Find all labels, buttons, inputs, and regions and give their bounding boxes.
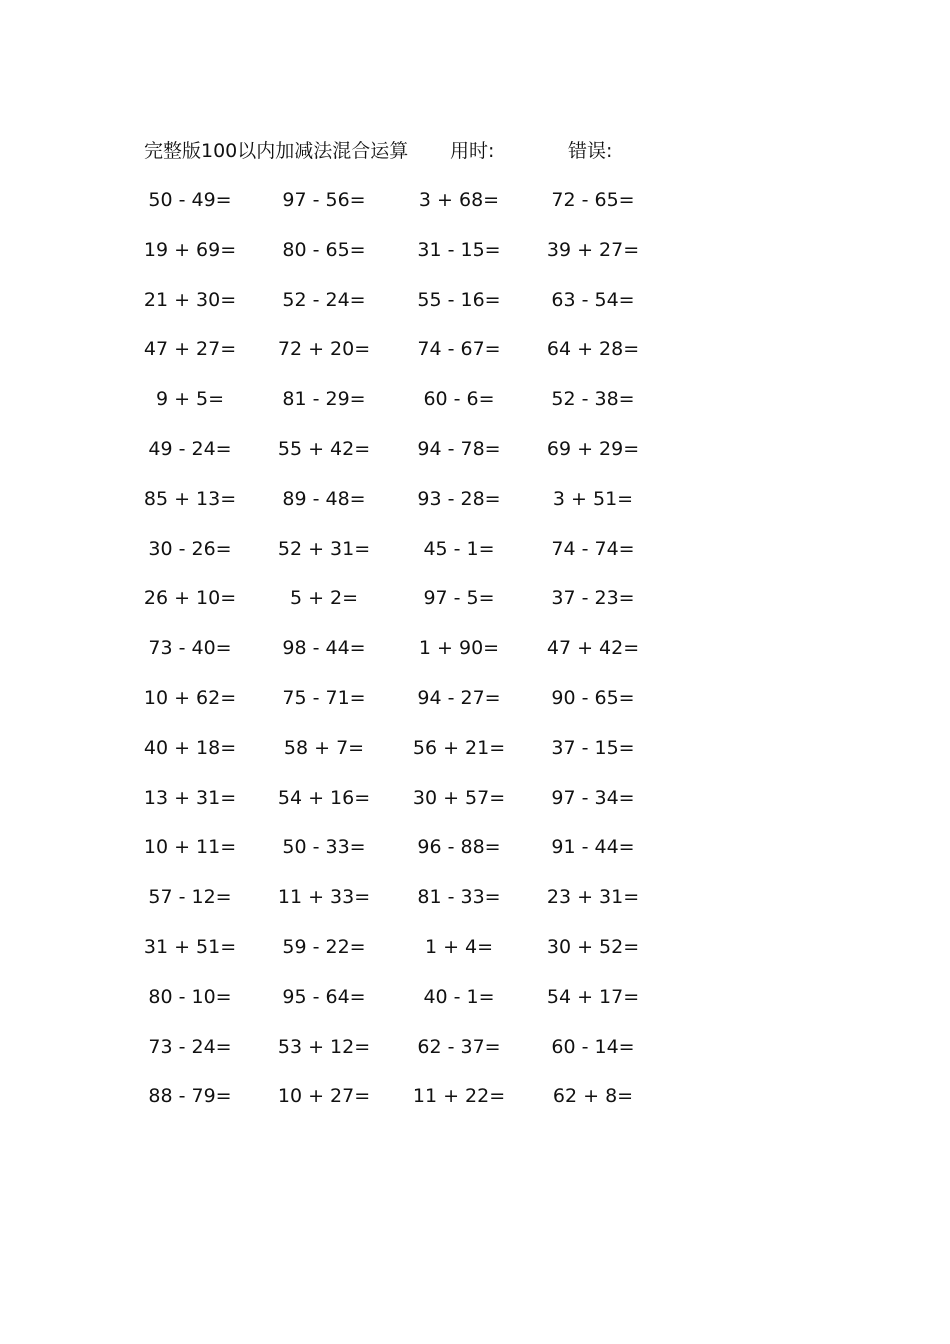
problem-row bbox=[0, 335, 950, 385]
problem-row bbox=[0, 435, 950, 485]
problem-item: 19 + 69= bbox=[143, 238, 237, 261]
problem-row bbox=[0, 186, 950, 236]
problem-item: 31 - 15= bbox=[417, 238, 501, 261]
problem-item: 74 - 67= bbox=[417, 338, 501, 361]
problem-item: 53 + 12= bbox=[277, 1035, 371, 1058]
problem-item: 21 + 30= bbox=[143, 288, 237, 311]
problem-item: 1 + 90= bbox=[418, 637, 500, 660]
problem-item: 47 + 42= bbox=[546, 637, 640, 660]
problem-item: 37 - 23= bbox=[551, 587, 635, 610]
problem-row bbox=[0, 784, 950, 834]
problem-item: 10 + 11= bbox=[143, 836, 237, 859]
problem-item: 94 - 27= bbox=[417, 686, 501, 709]
problem-item: 52 + 31= bbox=[277, 537, 371, 560]
problem-row bbox=[0, 734, 950, 784]
problem-item: 1 + 4= bbox=[424, 935, 494, 958]
problem-item: 96 - 88= bbox=[417, 836, 501, 859]
problem-item: 73 - 24= bbox=[148, 1035, 232, 1058]
problem-row bbox=[0, 1033, 950, 1083]
problem-item: 39 + 27= bbox=[546, 238, 640, 261]
problem-item: 10 + 62= bbox=[143, 686, 237, 709]
problem-item: 55 - 16= bbox=[417, 288, 501, 311]
problem-item: 97 - 34= bbox=[551, 786, 635, 809]
problem-item: 30 + 52= bbox=[546, 935, 640, 958]
problem-row bbox=[0, 1082, 950, 1132]
problem-item: 90 - 65= bbox=[551, 686, 635, 709]
problem-item: 58 + 7= bbox=[283, 736, 365, 759]
problem-item: 62 + 8= bbox=[552, 1085, 634, 1108]
time-label: 用时: bbox=[450, 140, 495, 162]
problem-item: 73 - 40= bbox=[148, 637, 232, 660]
problem-item: 80 - 65= bbox=[282, 238, 366, 261]
problem-item: 50 - 33= bbox=[282, 836, 366, 859]
problem-row bbox=[0, 833, 950, 883]
problem-item: 93 - 28= bbox=[417, 487, 501, 510]
problem-row bbox=[0, 883, 950, 933]
problem-item: 69 + 29= bbox=[546, 437, 640, 460]
errors-label: 错误: bbox=[568, 140, 613, 162]
problem-item: 11 + 33= bbox=[277, 886, 371, 909]
problem-item: 31 + 51= bbox=[143, 935, 237, 958]
problem-item: 59 - 22= bbox=[282, 935, 366, 958]
problem-item: 97 - 5= bbox=[423, 587, 495, 610]
problem-item: 40 - 1= bbox=[423, 985, 495, 1008]
problem-row bbox=[0, 236, 950, 286]
problem-item: 64 + 28= bbox=[546, 338, 640, 361]
problem-item: 11 + 22= bbox=[412, 1085, 506, 1108]
problem-item: 60 - 6= bbox=[423, 388, 495, 411]
problem-row bbox=[0, 286, 950, 336]
problem-item: 9 + 5= bbox=[155, 388, 225, 411]
problem-item: 54 + 16= bbox=[277, 786, 371, 809]
problem-item: 88 - 79= bbox=[148, 1085, 232, 1108]
problem-item: 54 + 17= bbox=[546, 985, 640, 1008]
problem-item: 95 - 64= bbox=[282, 985, 366, 1008]
problem-item: 52 - 24= bbox=[282, 288, 366, 311]
problem-item: 40 + 18= bbox=[143, 736, 237, 759]
problem-row bbox=[0, 385, 950, 435]
problem-item: 85 + 13= bbox=[143, 487, 237, 510]
problem-item: 62 - 37= bbox=[417, 1035, 501, 1058]
problem-row bbox=[0, 584, 950, 634]
problem-item: 94 - 78= bbox=[417, 437, 501, 460]
problem-item: 72 - 65= bbox=[551, 189, 635, 211]
problem-item: 3 + 51= bbox=[552, 487, 634, 510]
problem-item: 13 + 31= bbox=[143, 786, 237, 809]
problem-item: 60 - 14= bbox=[551, 1035, 635, 1058]
problem-item: 72 + 20= bbox=[277, 338, 371, 361]
problem-row bbox=[0, 983, 950, 1033]
problem-item: 74 - 74= bbox=[551, 537, 635, 560]
problem-item: 80 - 10= bbox=[148, 985, 232, 1008]
problem-row bbox=[0, 535, 950, 585]
problem-item: 23 + 31= bbox=[546, 886, 640, 909]
problem-item: 49 - 24= bbox=[148, 437, 232, 460]
problem-item: 30 - 26= bbox=[148, 537, 232, 560]
worksheet-header bbox=[0, 136, 950, 166]
problem-item: 37 - 15= bbox=[551, 736, 635, 759]
problem-item: 57 - 12= bbox=[148, 886, 232, 909]
problem-item: 91 - 44= bbox=[551, 836, 635, 859]
problem-item: 26 + 10= bbox=[143, 587, 237, 610]
problem-item: 98 - 44= bbox=[282, 637, 366, 660]
problem-row bbox=[0, 684, 950, 734]
problem-item: 81 - 33= bbox=[417, 886, 501, 909]
problem-item: 81 - 29= bbox=[282, 388, 366, 411]
worksheet-title: 完整版100以内加减法混合运算 bbox=[144, 140, 409, 162]
problem-item: 55 + 42= bbox=[277, 437, 371, 460]
problem-grid bbox=[0, 186, 950, 1132]
problem-row bbox=[0, 634, 950, 684]
problem-row bbox=[0, 485, 950, 535]
problem-item: 56 + 21= bbox=[412, 736, 506, 759]
problem-item: 63 - 54= bbox=[551, 288, 635, 311]
problem-item: 50 - 49= bbox=[148, 189, 232, 211]
problem-item: 47 + 27= bbox=[143, 338, 237, 361]
problem-item: 30 + 57= bbox=[412, 786, 506, 809]
problem-item: 3 + 68= bbox=[418, 189, 500, 211]
problem-item: 97 - 56= bbox=[282, 189, 366, 211]
problem-item: 45 - 1= bbox=[423, 537, 495, 560]
problem-item: 10 + 27= bbox=[277, 1085, 371, 1108]
problem-item: 5 + 2= bbox=[289, 587, 359, 610]
problem-row bbox=[0, 933, 950, 983]
problem-item: 52 - 38= bbox=[551, 388, 635, 411]
problem-item: 89 - 48= bbox=[282, 487, 366, 510]
problem-item: 75 - 71= bbox=[282, 686, 366, 709]
